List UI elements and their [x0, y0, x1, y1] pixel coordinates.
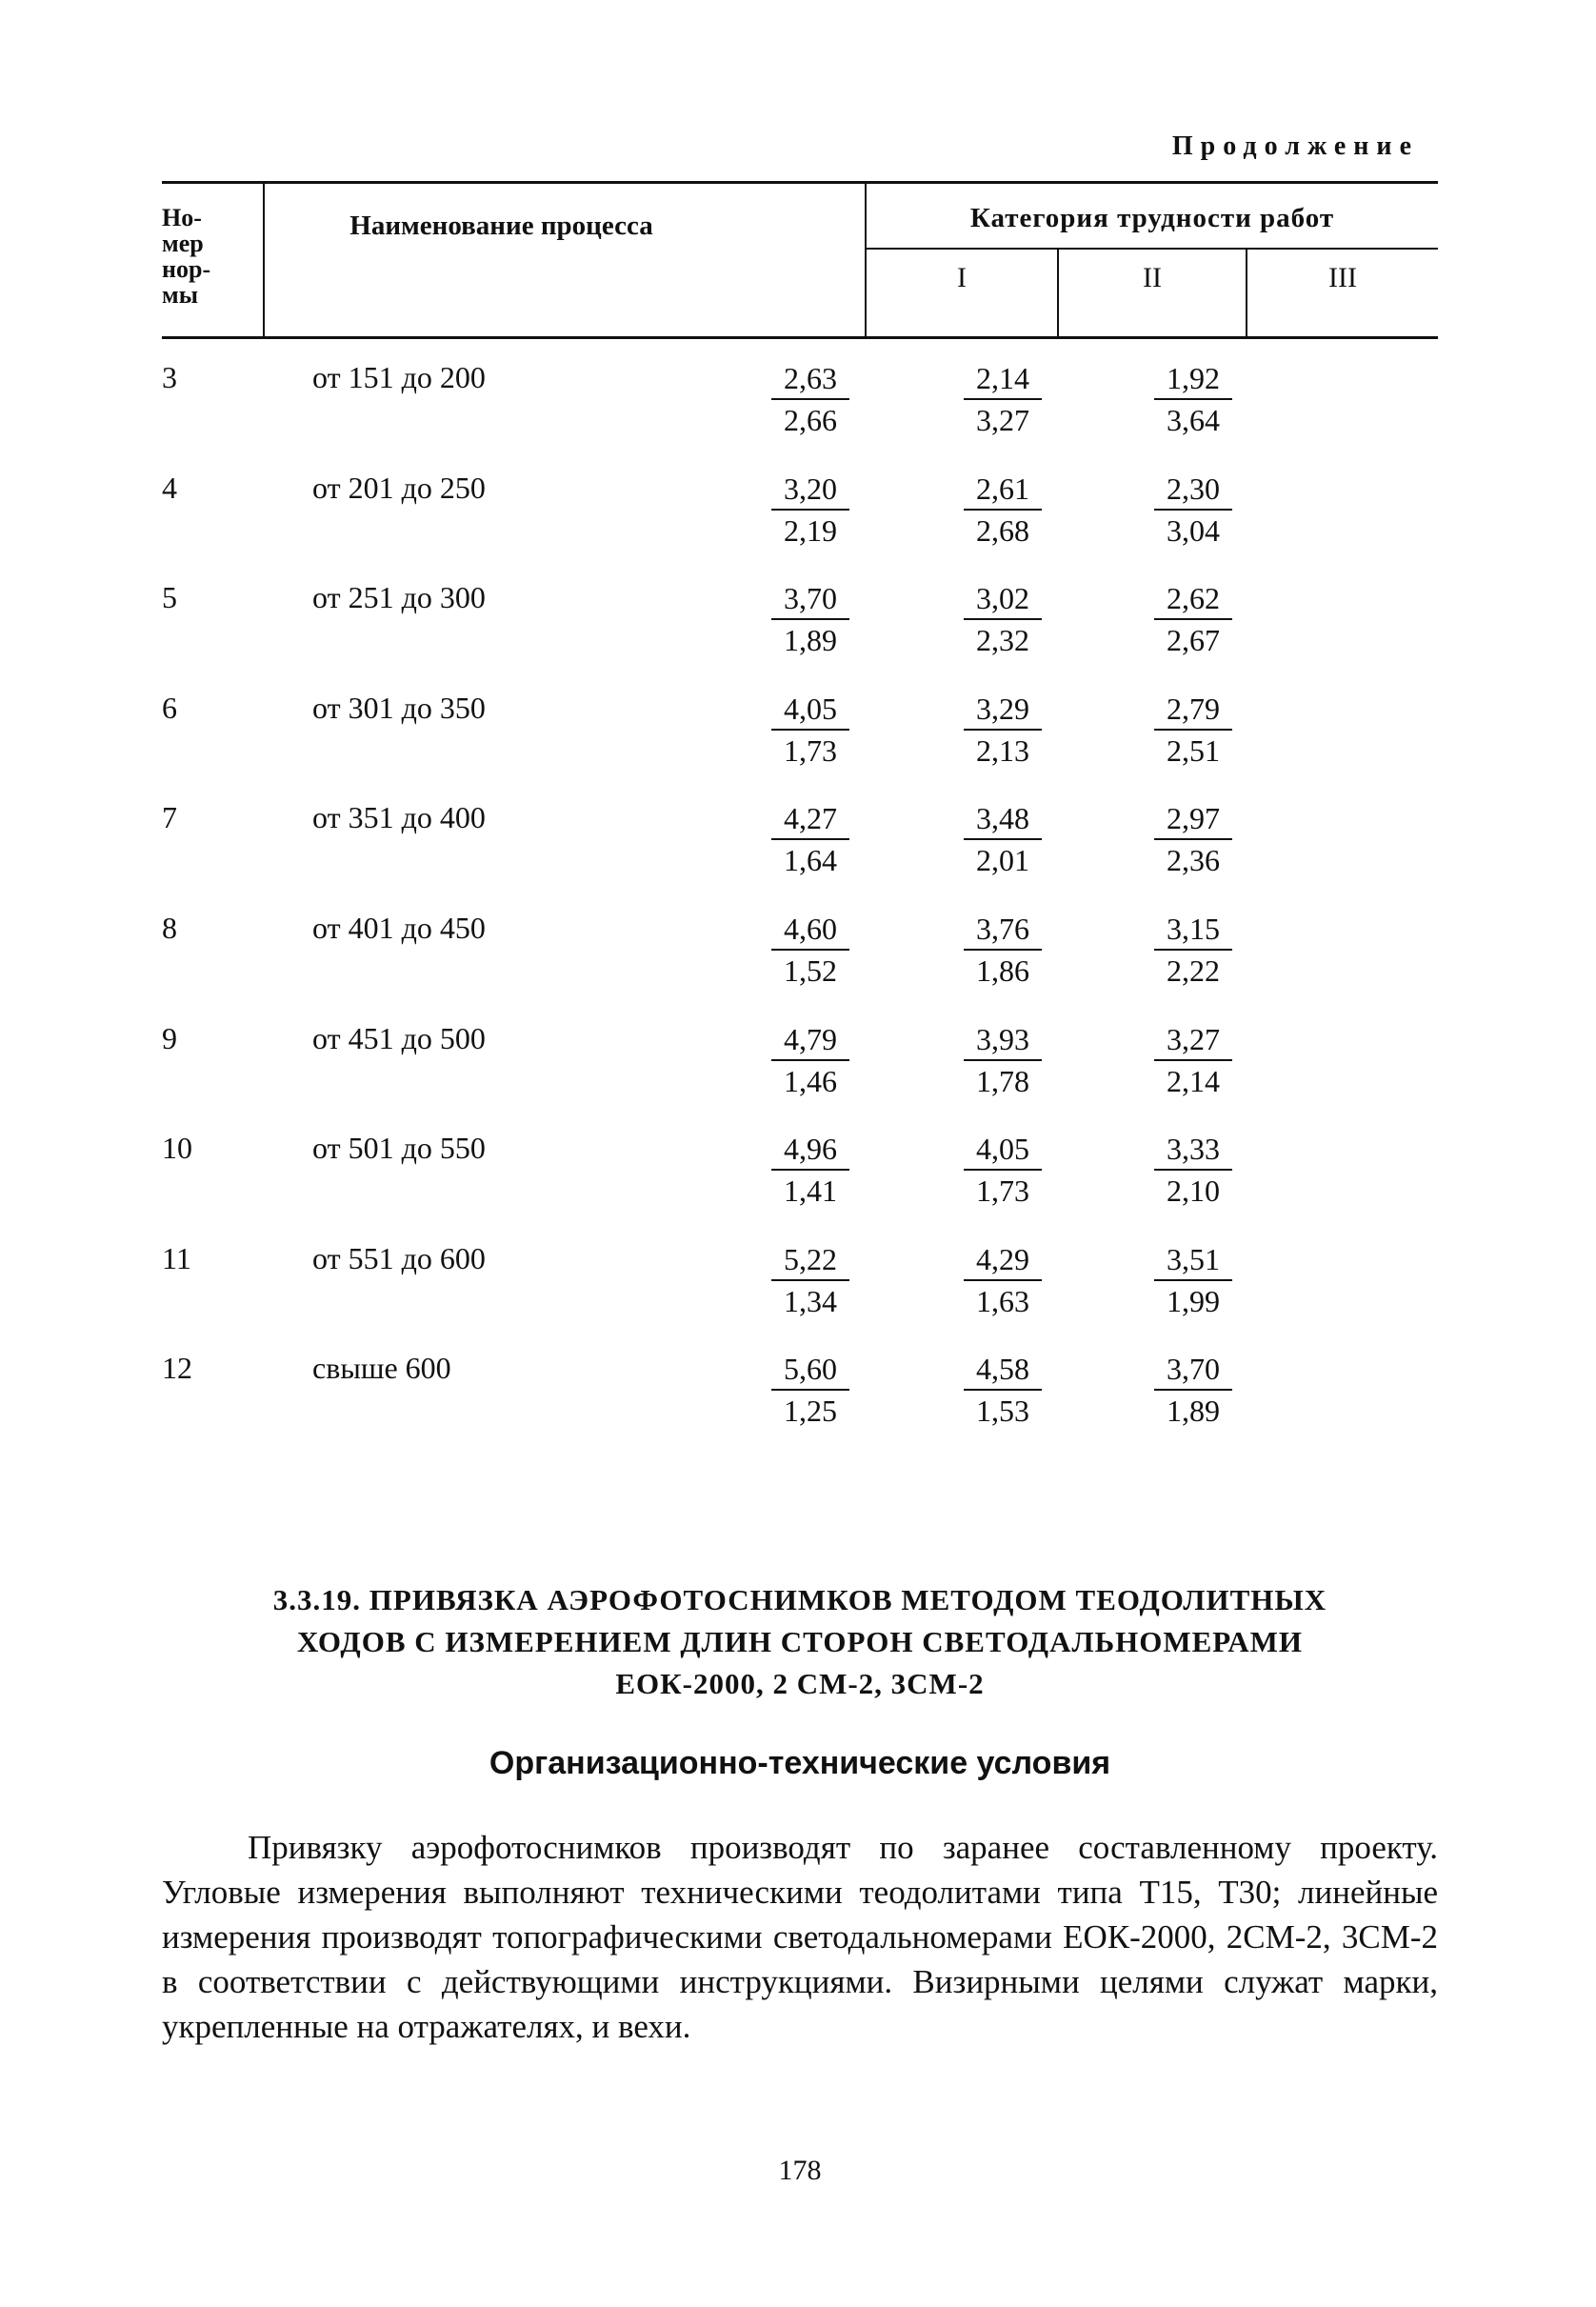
value-numerator: 3,02 [964, 580, 1042, 620]
row-value-category-2 [964, 360, 1042, 438]
value-denominator: 1,25 [784, 1394, 837, 1429]
row-process-name: от 301 до 350 [312, 690, 486, 725]
value-denominator: 2,14 [1167, 1063, 1220, 1098]
row-number: 8 [162, 911, 177, 945]
row-process-name: от 551 до 600 [312, 1240, 486, 1275]
row-process-name: от 151 до 200 [312, 360, 486, 394]
table-row [162, 800, 1438, 895]
value-numerator: 4,05 [964, 1131, 1042, 1171]
value-numerator: 4,29 [964, 1241, 1042, 1281]
norms-table [162, 181, 1438, 1429]
value-denominator: 1,73 [976, 1174, 1029, 1209]
header-number: Но- мер нор- мы [162, 204, 211, 309]
value-numerator: 3,15 [1154, 911, 1232, 951]
header-category-2: II [1143, 262, 1162, 293]
row-value-category-2 [964, 1021, 1042, 1099]
table-row [162, 471, 1438, 566]
value-numerator: 3,29 [964, 691, 1042, 731]
row-value-category-2 [964, 580, 1042, 658]
value-denominator: 1,64 [784, 843, 837, 878]
table-row [162, 911, 1438, 1006]
row-value-category-3 [1154, 580, 1232, 658]
table-row [162, 1131, 1438, 1226]
value-numerator: 2,97 [1154, 800, 1232, 840]
value-numerator: 5,22 [771, 1241, 849, 1281]
value-numerator: 3,51 [1154, 1241, 1232, 1281]
value-numerator: 3,70 [771, 580, 849, 620]
row-value-category-1 [771, 1351, 849, 1429]
value-numerator: 2,61 [964, 471, 1042, 511]
row-process-name: свыше 600 [312, 1351, 451, 1386]
value-numerator: 4,60 [771, 911, 849, 951]
value-denominator: 1,86 [976, 953, 1029, 988]
row-process-name: от 201 до 250 [312, 470, 486, 505]
row-number: 11 [162, 1240, 191, 1275]
body-paragraph: Привязку аэрофотоснимков производят по заранее составленному проекту. Угловые измерения выполняют техническими теодолитами типа Т15, Т30; линейные измерения производят топографическими светодальномерами ЕОК-2000, 2СМ-2, 3СМ-2 в соответствии с действующими инструкциями. Визирными целями служат марки, укрепленные на отражателях, и вехи. [162, 1829, 1438, 2045]
value-denominator: 1,46 [784, 1063, 837, 1098]
row-value-category-2 [964, 471, 1042, 549]
row-value-category-3 [1154, 800, 1232, 878]
header-category: Категория трудности работ [969, 203, 1335, 233]
row-number: 10 [162, 1131, 192, 1166]
row-value-category-2 [964, 1131, 1042, 1209]
value-numerator: 3,33 [1154, 1131, 1232, 1171]
value-denominator: 3,04 [1167, 512, 1220, 548]
row-value-category-3 [1154, 360, 1232, 438]
value-denominator: 1,52 [784, 953, 837, 988]
header-category-1: I [957, 262, 967, 293]
row-value-category-2 [964, 1351, 1042, 1429]
value-denominator: 2,32 [976, 623, 1029, 658]
page-number: 178 [778, 2155, 822, 2186]
value-denominator: 1,53 [976, 1394, 1029, 1429]
row-value-category-3 [1154, 1351, 1232, 1429]
table-row [162, 691, 1438, 786]
value-numerator: 3,20 [771, 471, 849, 511]
table-row [162, 1351, 1438, 1446]
row-number: 5 [162, 580, 177, 615]
header-category-3: III [1328, 262, 1357, 293]
value-numerator: 3,93 [964, 1021, 1042, 1061]
row-value-category-1 [771, 1021, 849, 1099]
row-number: 12 [162, 1351, 192, 1386]
header-subdivider [867, 248, 1438, 250]
value-numerator: 4,79 [771, 1021, 849, 1061]
row-value-category-1 [771, 1241, 849, 1319]
value-denominator: 1,34 [784, 1283, 837, 1318]
value-denominator: 3,64 [1167, 403, 1220, 437]
value-denominator: 2,13 [976, 732, 1029, 768]
section-subheading: Организационно-технические условия [489, 1745, 1111, 1781]
row-value-category-2 [964, 1241, 1042, 1319]
row-number: 9 [162, 1020, 177, 1055]
row-value-category-3 [1154, 1241, 1232, 1319]
row-process-name: от 501 до 550 [312, 1131, 486, 1166]
row-value-category-3 [1154, 471, 1232, 549]
table-header [162, 181, 1438, 339]
value-numerator: 2,79 [1154, 691, 1232, 731]
row-value-category-1 [771, 1131, 849, 1209]
header-process-name: Наименование процесса [349, 211, 653, 241]
row-value-category-1 [771, 911, 849, 989]
value-denominator: 2,68 [976, 512, 1029, 548]
row-value-category-3 [1154, 1021, 1232, 1099]
row-value-category-3 [1154, 911, 1232, 989]
value-denominator: 1,89 [1167, 1394, 1220, 1429]
value-numerator: 4,05 [771, 691, 849, 731]
value-numerator: 4,96 [771, 1131, 849, 1171]
value-numerator: 3,76 [964, 911, 1042, 951]
row-value-category-1 [771, 800, 849, 878]
value-denominator: 2,22 [1167, 953, 1220, 988]
table-row [162, 580, 1438, 675]
row-value-category-3 [1154, 1131, 1232, 1209]
value-denominator: 2,51 [1167, 732, 1220, 768]
value-numerator: 5,60 [771, 1351, 849, 1391]
value-numerator: 4,58 [964, 1351, 1042, 1391]
continuation-label: Продолжение [1171, 131, 1419, 161]
value-numerator: 2,62 [1154, 580, 1232, 620]
value-denominator: 2,67 [1167, 623, 1220, 658]
value-denominator: 2,36 [1167, 843, 1220, 878]
row-value-category-2 [964, 800, 1042, 878]
row-number: 7 [162, 800, 177, 835]
row-process-name: от 351 до 400 [312, 800, 486, 835]
row-process-name: от 401 до 450 [312, 911, 486, 945]
table-row [162, 1021, 1438, 1116]
value-denominator: 2,19 [784, 512, 837, 548]
row-value-category-1 [771, 360, 849, 438]
row-number: 6 [162, 690, 177, 725]
section-title: 3.3.19. ПРИВЯЗКА АЭРОФОТОСНИМКОВ МЕТОДОМ ТЕОДОЛИТНЫХ ХОДОВ С ИЗМЕРЕНИЕМ ДЛИН СТОРОН СВЕТОДАЛЬНОМЕРАМИ ЕОК-2000, 2 СМ-2, 3СМ-2 [272, 1583, 1327, 1700]
row-value-category-3 [1154, 691, 1232, 769]
value-numerator: 1,92 [1154, 360, 1232, 400]
row-value-category-1 [771, 471, 849, 549]
value-denominator: 1,78 [976, 1063, 1029, 1098]
table-row [162, 1241, 1438, 1336]
value-denominator: 2,01 [976, 843, 1029, 878]
row-value-category-2 [964, 691, 1042, 769]
value-denominator: 1,41 [784, 1174, 837, 1209]
row-process-name: от 451 до 500 [312, 1020, 486, 1055]
value-numerator: 2,14 [964, 360, 1042, 400]
row-value-category-1 [771, 580, 849, 658]
value-denominator: 1,89 [784, 623, 837, 658]
value-numerator: 3,27 [1154, 1021, 1232, 1061]
value-numerator: 2,30 [1154, 471, 1232, 511]
value-denominator: 1,73 [784, 732, 837, 768]
value-denominator: 1,63 [976, 1283, 1029, 1318]
row-number: 4 [162, 470, 177, 505]
value-denominator: 2,10 [1167, 1174, 1220, 1209]
header-divider [263, 184, 265, 336]
row-value-category-1 [771, 691, 849, 769]
table-row [162, 360, 1438, 455]
value-denominator: 1,99 [1167, 1283, 1220, 1318]
row-process-name: от 251 до 300 [312, 580, 486, 615]
value-numerator: 2,63 [771, 360, 849, 400]
value-numerator: 4,27 [771, 800, 849, 840]
value-denominator: 2,66 [784, 403, 837, 437]
value-numerator: 3,48 [964, 800, 1042, 840]
value-denominator: 3,27 [976, 403, 1029, 437]
row-number: 3 [162, 360, 177, 394]
value-numerator: 3,70 [1154, 1351, 1232, 1391]
row-value-category-2 [964, 911, 1042, 989]
